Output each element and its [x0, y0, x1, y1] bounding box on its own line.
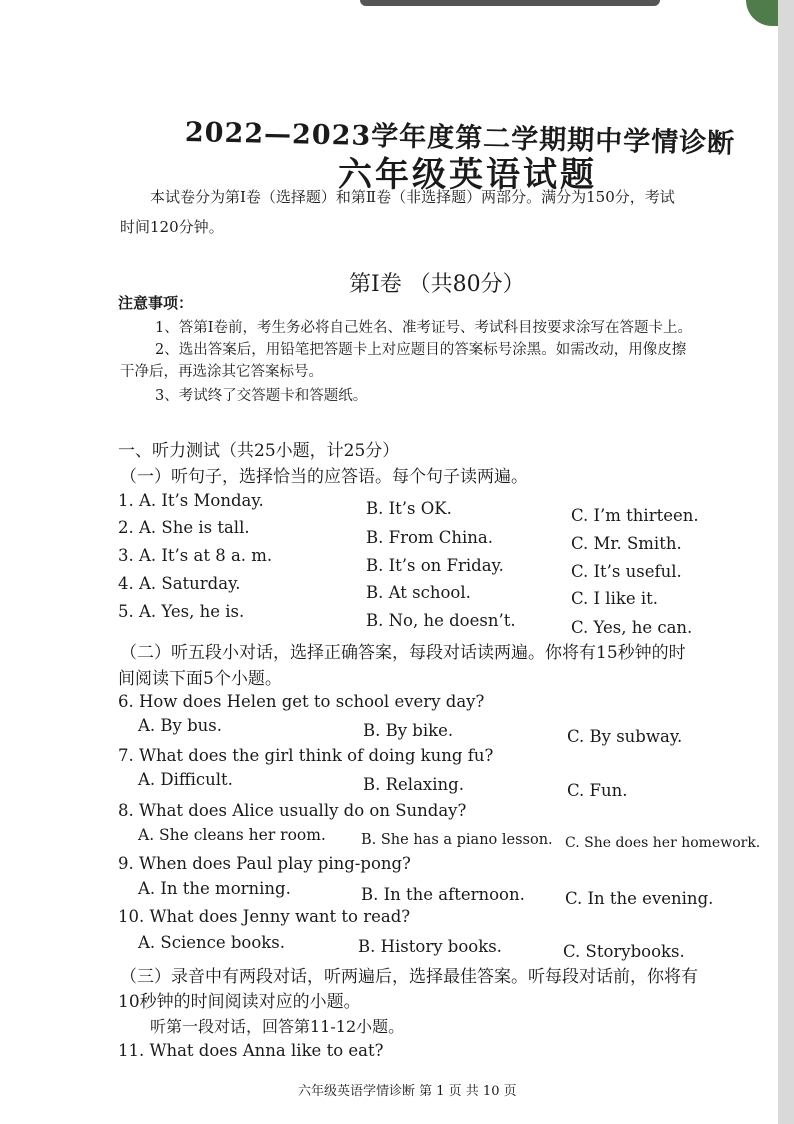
note-1: 1、答第Ⅰ卷前，考生务必将自己姓名、准考证号、考试科目按要求涂写在答题卡上。 [155, 320, 692, 336]
q10-option-b: B. History books. [358, 937, 502, 956]
q2-option-a: 2. A. She is tall. [118, 518, 250, 537]
q7-option-a: A. Difficult. [138, 770, 233, 789]
q11-stem: 11. What does Anna like to eat? [118, 1041, 384, 1060]
q9-stem: 9. When does Paul play ping-pong? [118, 854, 411, 873]
page-footer: 六年级英语学情诊断 第 1 页 共 10 页 [298, 1084, 517, 1099]
q10-option-c: C. Storybooks. [563, 942, 685, 961]
q3-option-a: 3. A. It’s at 8 a. m. [118, 546, 273, 565]
q10-option-a: A. Science books. [138, 933, 286, 952]
q2-option-b: B. From China. [366, 528, 494, 547]
listening-sub1: （一）听句子，选择恰当的应答语。每个句子读两遍。 [120, 467, 528, 487]
listening-sub2a: （二）听五段小对话，选择正确答案，每段对话读两遍。你将有15秒钟的时 [120, 643, 686, 663]
q8-option-b: B. She has a piano lesson. [361, 832, 553, 848]
q7-option-b: B. Relaxing. [363, 775, 464, 794]
q9-option-a: A. In the morning. [138, 879, 291, 898]
q6-option-a: A. By bus. [138, 716, 222, 735]
note-2b: 干净后，再选涂其它答案标号。 [120, 364, 323, 380]
q5-option-b: B. No, he doesn’t. [366, 611, 516, 630]
q1-option-b: B. It’s OK. [366, 499, 452, 518]
listening-sub2b: 间阅读下面5个小题。 [118, 669, 282, 689]
q4-option-a: 4. A. Saturday. [118, 574, 241, 593]
notes-heading: 注意事项： [118, 294, 194, 312]
q8-stem: 8. What does Alice usually do on Sunday? [118, 801, 467, 820]
q6-option-c: C. By subway. [567, 727, 683, 746]
q7-option-c: C. Fun. [567, 781, 628, 800]
intro-line-1: 本试卷分为第Ⅰ卷（选择题）和第Ⅱ卷（非选择题）两部分。满分为150分，考试 [150, 188, 675, 206]
q3-option-b: B. It’s on Friday. [366, 556, 504, 575]
exam-title-year: 2022—2023学年度第二学期期中学情诊断 [184, 117, 736, 160]
listening-heading: 一、听力测试（共25小题，计25分） [118, 441, 400, 461]
q3-option-c: C. It’s useful. [571, 562, 682, 581]
q5-option-a: 5. A. Yes, he is. [118, 602, 245, 621]
q1-option-c: C. I’m thirteen. [571, 506, 699, 525]
dialog1-instruction: 听第一段对话，回答第11-12小题。 [150, 1017, 405, 1036]
intro-line-2: 时间120分钟。 [120, 218, 224, 236]
note-2a: 2、选出答案后，用铅笔把答题卡上对应题目的答案标号涂黑。如需改动，用像皮擦 [155, 342, 687, 358]
q2-option-c: C. Mr. Smith. [571, 534, 682, 553]
scan-edge [778, 0, 794, 1124]
scan-shadow-top [360, 0, 660, 6]
q4-option-b: B. At school. [366, 583, 471, 602]
exam-title-main: 六年级英语试题 [338, 155, 597, 195]
q7-stem: 7. What does the girl think of doing kung fu? [118, 746, 494, 765]
q8-option-a: A. She cleans her room. [138, 826, 326, 844]
q10-stem: 10. What does Jenny want to read? [118, 907, 411, 926]
q9-option-b: B. In the afternoon. [361, 885, 525, 904]
q6-option-b: B. By bike. [363, 721, 454, 740]
listening-sub3b: 10秒钟的时间阅读对应的小题。 [118, 992, 361, 1012]
q9-option-c: C. In the evening. [565, 889, 714, 908]
q6-stem: 6. How does Helen get to school every day? [118, 692, 485, 711]
q5-option-c: C. Yes, he can. [571, 618, 693, 637]
note-3: 3、考试终了交答题卡和答题纸。 [155, 388, 368, 404]
section-title-part1: 第Ⅰ卷 （共80分） [349, 272, 525, 297]
q4-option-c: C. I like it. [571, 589, 659, 608]
q1-option-a: 1. A. It’s Monday. [118, 491, 264, 510]
listening-sub3a: （三）录音中有两段对话，听两遍后，选择最佳答案。听每段对话前，你将有 [120, 967, 698, 987]
q8-option-c: C. She does her homework. [565, 835, 761, 851]
